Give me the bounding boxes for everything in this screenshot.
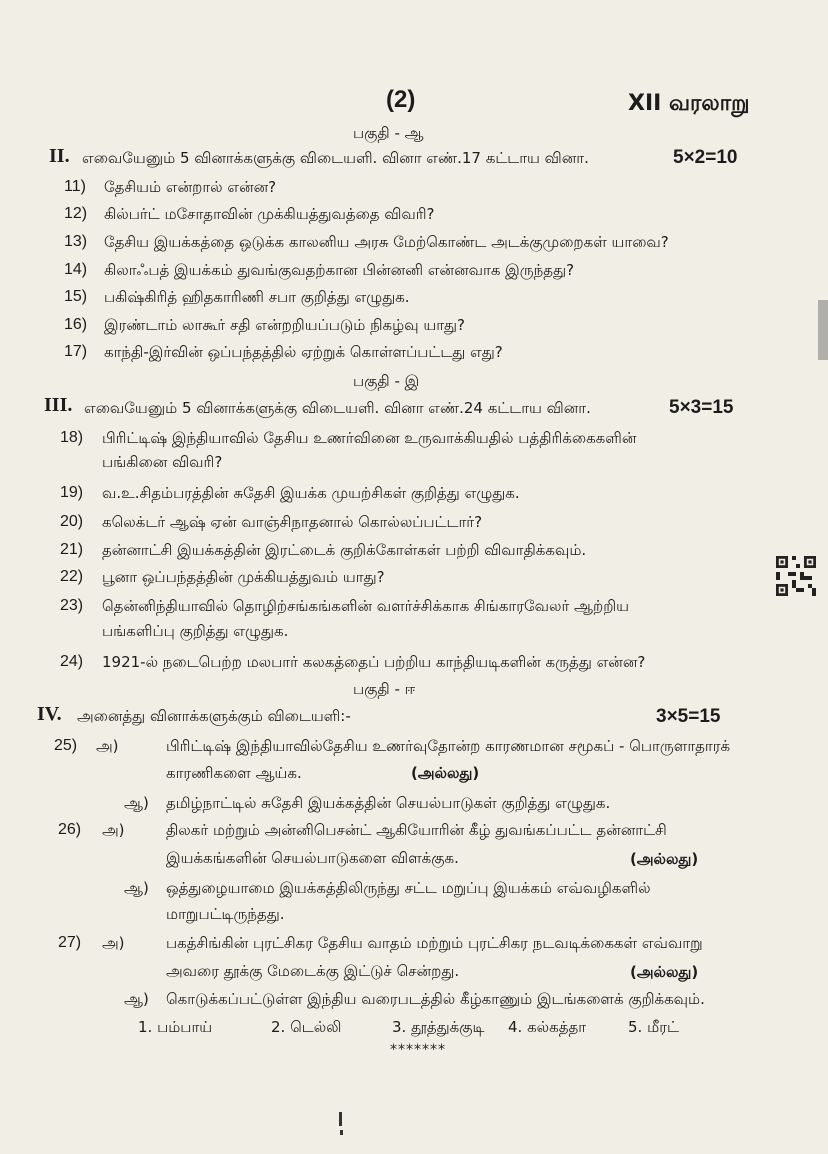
question-text-cont: பங்களிப்பு குறித்து எழுதுக.: [102, 622, 289, 640]
section-d-title: பகுதி - ஈ: [353, 680, 416, 698]
section-d-instruction: அனைத்து வினாக்களுக்கும் விடையளி:-: [77, 707, 351, 725]
section-c-title: பகுதி - இ: [353, 372, 420, 390]
question-number: 27): [58, 934, 82, 951]
question-text: வ.உ.சிதம்பரத்தின் சுதேசி இயக்க முயற்சிகள் குறித்து எழுதுக.: [102, 484, 520, 502]
map-place: 4. கல்கத்தா: [508, 1018, 587, 1036]
question-text: திலகர் மற்றும் அன்னிபெசன்ட் ஆகியோரின் கீழ் துவங்கப்பட்ட தன்னாட்சி: [166, 821, 667, 839]
question-text: தேசிய இயக்கத்தை ஒடுக்க காலனிய அரசு மேற்கொண்ட அடக்குமுறைகள் யாவை?: [104, 233, 669, 251]
page-edge-shadow: [818, 300, 828, 360]
question-text: கொடுக்கப்பட்டுள்ள இந்திய வரைபடத்தில் கீழ்காணும் இடங்களைக் குறிக்கவும்.: [166, 990, 705, 1008]
map-place: 2. டெல்லி: [271, 1018, 342, 1036]
question-text-cont: அவரை தூக்கு மேடைக்கு இட்டுச் சென்றது.: [166, 962, 460, 980]
map-place: 3. தூத்துக்குடி: [392, 1018, 485, 1036]
option-label: ஆ): [124, 879, 149, 897]
section-c-marks: 5×3=15: [669, 397, 734, 418]
question-text: தென்னிந்தியாவில் தொழிற்சங்கங்களின் வளர்ச்சிக்காக சிங்காரவேலர் ஆற்றிய: [102, 597, 630, 615]
question-number: 26): [58, 821, 82, 838]
question-number: 25): [54, 737, 78, 754]
question-text-cont: பங்கினை விவரி?: [102, 453, 223, 471]
question-number: 21): [60, 541, 84, 558]
section-b-title: பகுதி - ஆ: [353, 124, 424, 142]
question-text: தன்னாட்சி இயக்கத்தின் இரட்டைக் குறிக்கோள்கள் பற்றி விவாதிக்கவும்.: [102, 541, 587, 559]
option-label: அ): [96, 737, 119, 755]
end-stars: *******: [390, 1042, 446, 1058]
question-number: 18): [60, 429, 84, 446]
question-text: 1921-ல் நடைபெற்ற மலபார் கலகத்தைப் பற்றிய காந்தியடிகளின் கருத்து என்ன?: [102, 653, 646, 671]
subject-title: XII வரலாறு: [628, 91, 750, 116]
section-b-instruction: எவையேனும் 5 வினாக்களுக்கு விடையளி. வினா எண்.17 கட்டாய வினா.: [82, 149, 589, 167]
section-b-numeral: II.: [49, 145, 70, 167]
question-text: பகத்சிங்கின் புரட்சிகர தேசிய வாதம் மற்றும் புரட்சிகர நடவடிக்கைகள் எவ்வாறு: [166, 934, 703, 952]
page-number: (2): [386, 86, 416, 113]
section-d-marks: 3×5=15: [656, 706, 721, 727]
section-d-numeral: IV.: [37, 703, 62, 725]
qr-code-icon: [776, 556, 816, 596]
question-number: 22): [60, 568, 84, 585]
option-label: அ): [102, 934, 125, 952]
question-number: 12): [64, 205, 88, 222]
question-number: 19): [60, 484, 84, 501]
or-label: (அல்லது): [411, 764, 480, 782]
section-c-numeral: III.: [44, 394, 73, 416]
section-b-marks: 5×2=10: [673, 147, 738, 168]
option-label: அ): [102, 821, 125, 839]
option-label: ஆ): [124, 990, 149, 1008]
question-text: கிலாஃபத் இயக்கம் துவங்குவதற்கான பின்னனி என்னவாக இருந்தது?: [104, 261, 575, 279]
question-number: 13): [64, 233, 88, 250]
question-text: பகிஷ்கிரித் ஹிதகாரிணி சபா குறித்து எழுதுக.: [104, 288, 410, 306]
map-place: 1. பம்பாய்: [138, 1018, 213, 1036]
question-text: இரண்டாம் லாகூர் சதி என்றறியப்படும் நிகழ்வு யாது?: [104, 316, 465, 334]
question-number: 23): [60, 597, 84, 614]
question-number: 11): [64, 178, 86, 195]
question-number: 17): [64, 343, 88, 360]
map-place: 5. மீரட்: [628, 1018, 679, 1036]
or-label: (அல்லது): [630, 963, 699, 981]
question-text: பிரிட்டிஷ் இந்தியாவில் தேசிய உணர்வினை உருவாக்கியதில் பத்திரிக்கைகளின்: [102, 429, 637, 447]
or-label: (அல்லது): [630, 850, 699, 868]
scan-mark-icon: [337, 1110, 345, 1138]
section-c-instruction: எவையேனும் 5 வினாக்களுக்கு விடையளி. வினா எண்.24 கட்டாய வினா.: [84, 399, 591, 417]
question-text: கில்பர்ட் மசோதாவின் முக்கியத்துவத்தை விவரி?: [104, 205, 435, 223]
question-text: பிரிட்டிஷ் இந்தியாவில்தேசிய உணர்வுதோன்ற காரணமான சமூகப் - பொருளாதாரக்: [166, 737, 731, 755]
question-text: காந்தி-இர்வின் ஒப்பந்தத்தில் ஏற்றுக் கொள்ளப்பட்டது எது?: [104, 343, 503, 361]
question-text: தேசியம் என்றால் என்ன?: [104, 178, 277, 196]
question-text-cont: இயக்கங்களின் செயல்பாடுகளை விளக்குக.: [166, 849, 459, 867]
question-text: தமிழ்நாட்டில் சுதேசி இயக்கத்தின் செயல்பாடுகள் குறித்து எழுதுக.: [166, 794, 611, 812]
question-number: 14): [64, 261, 88, 278]
question-number: 15): [64, 288, 88, 305]
question-text: ஒத்துழையாமை இயக்கத்திலிருந்து சட்ட மறுப்பு இயக்கம் எவ்வழிகளில்: [166, 879, 651, 897]
question-number: 24): [60, 653, 84, 670]
question-number: 16): [64, 316, 88, 333]
question-text: கலெக்டர் ஆஷ் ஏன் வாஞ்சிநாதனால் கொல்லப்பட்டார்?: [102, 513, 483, 531]
question-text-cont: மாறுபட்டிருந்தது.: [166, 905, 285, 923]
question-number: 20): [60, 513, 84, 530]
option-label: ஆ): [124, 794, 149, 812]
question-text: பூனா ஒப்பந்தத்தின் முக்கியத்துவம் யாது?: [102, 568, 385, 586]
question-text-cont: காரணிகளை ஆய்க.: [166, 764, 302, 782]
